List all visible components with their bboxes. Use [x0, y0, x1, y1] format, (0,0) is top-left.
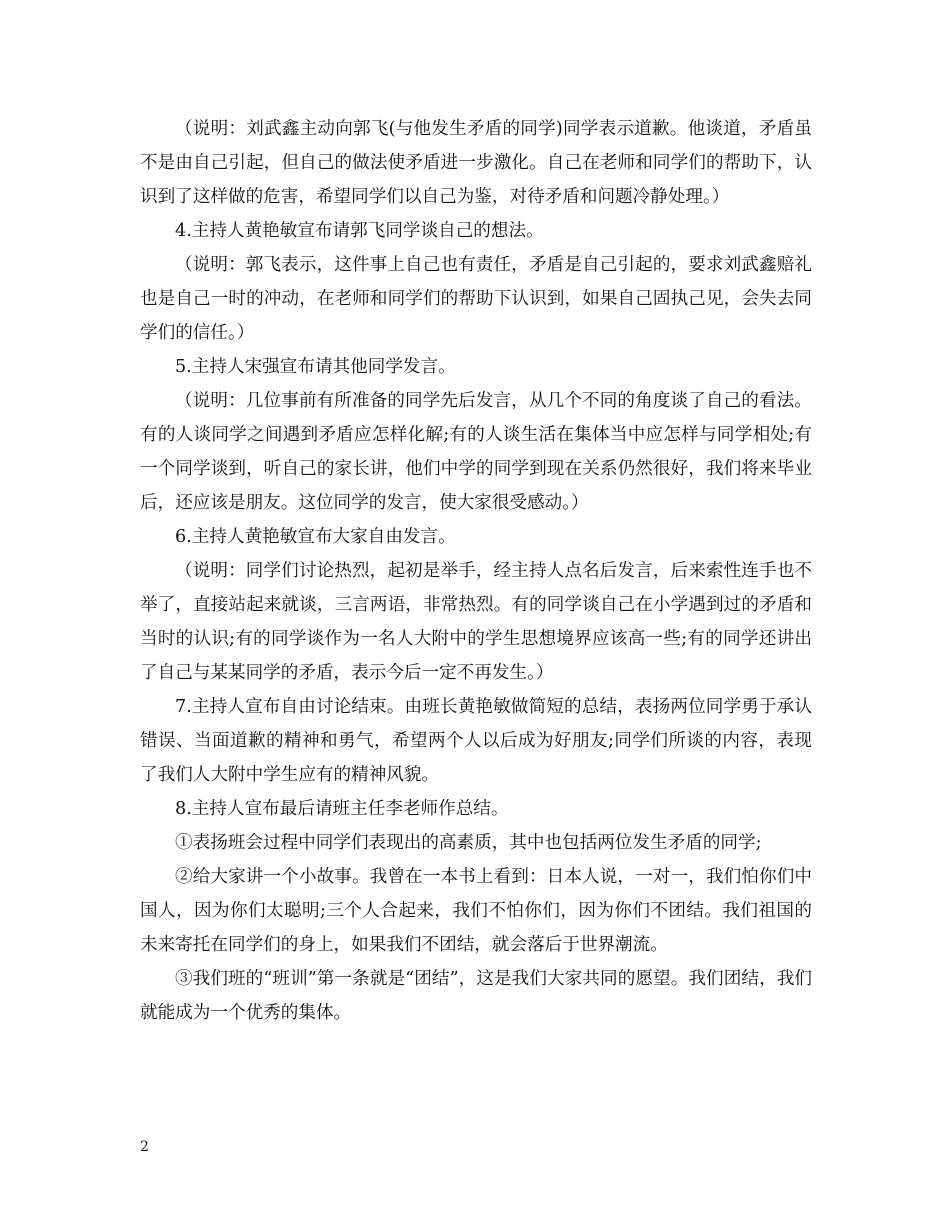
paragraph-item-6: 6.主持人黄艳敏宣布大家自由发言。 — [175, 527, 456, 547]
paragraph-explanation-other-students: （说明：几位事前有所准备的同学先后发言，从几个不同的角度谈了自己的看法。有的人谈同学之间遇到矛盾应怎样化解;有的人谈生活在集体当中应怎样与同学相处;有一个同学谈到，听自己的家长讲，他们中学的同学到现在关系仍然很好，我们将来毕业后，还应该是朋友。这位同学的发言，使大家很受感动。） — [140, 391, 812, 513]
paragraph-explanation-apology: （说明：刘武鑫主动向郭飞(与他发生矛盾的同学)同学表示道歉。他谈道，矛盾虽不是由自己引起，但自己的做法使矛盾进一步激化。自己在老师和同学们的帮助下，认识到了这样做的危害，希望同学们以自己为鉴，对待矛盾和问题冷静处理。） — [140, 119, 812, 207]
document-page — [140, 112, 812, 1030]
paragraph-explanation-guofei: （说明：郭飞表示，这件事上自己也有责任，矛盾是自己引起的，要求刘武鑫赔礼也是自己一时的冲动，在老师和同学们的帮助下认识到，如果自己固执己见，会失去同学们的信任。） — [140, 255, 812, 343]
paragraph-explanation-free-discussion: （说明：同学们讨论热烈，起初是举手，经主持人点名后发言，后来索性连手也不举了，直接站起来就谈，三言两语，非常热烈。有的同学谈自己在小学遇到过的矛盾和当时的认识;有的同学谈作为一名人大附中的学生思想境界应该高一些;有的同学还讲出了自己与某某同学的矛盾，表示今后一定不再发生。） — [140, 561, 812, 683]
paragraph-summary-point-2: ②给大家讲一个小故事。我曾在一本书上看到：日本人说，一对一，我们怕你们中国人，因为你们太聪明;三个人合起来，我们不怕你们，因为你们不团结。我们祖国的未来寄托在同学们的身上，如果我们不团结，就会落后于世界潮流。 — [140, 867, 812, 955]
paragraph-item-5: 5.主持人宋强宣布请其他同学发言。 — [175, 357, 456, 377]
paragraph-item-4: 4.主持人黄艳敏宣布请郭飞同学谈自己的想法。 — [175, 221, 544, 241]
paragraph-item-7: 7.主持人宣布自由讨论结束。由班长黄艳敏做简短的总结，表扬两位同学勇于承认错误、当面道歉的精神和勇气，希望两个人以后成为好朋友;同学们所谈的内容，表现了我们人大附中学生应有的精神风貌。 — [140, 697, 812, 785]
page-number: 2 — [140, 1139, 149, 1155]
paragraph-summary-point-1: ①表扬班会过程中同学们表现出的高素质，其中也包括两位发生矛盾的同学; — [175, 833, 762, 853]
paragraph-item-8: 8.主持人宣布最后请班主任李老师作总结。 — [175, 799, 509, 819]
paragraph-summary-point-3: ③我们班的“班训”第一条就是“团结”，这是我们大家共同的愿望。我们团结，我们就能成为一个优秀的集体。 — [140, 969, 812, 1023]
